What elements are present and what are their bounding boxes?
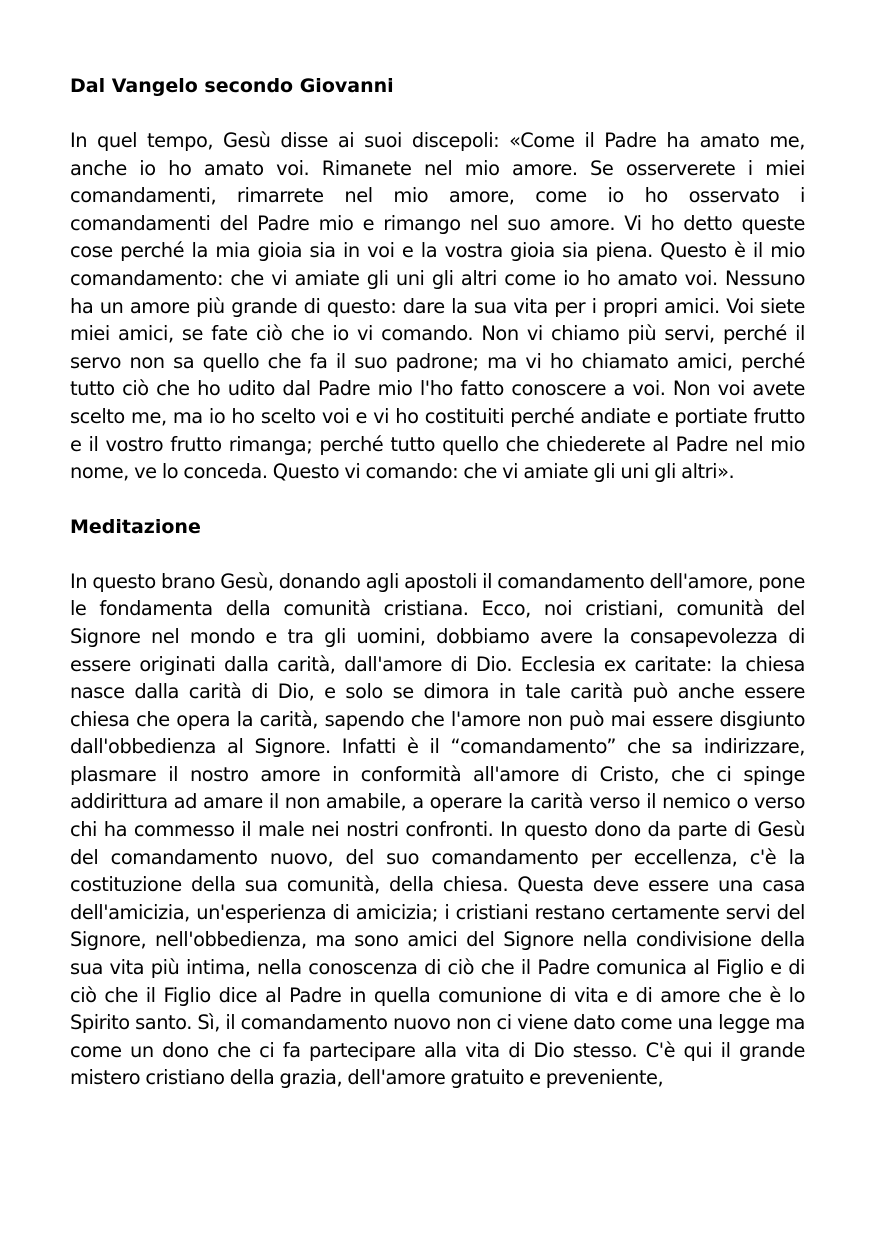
document-page <box>70 72 805 1092</box>
gospel-heading: Dal Vangelo secondo Giovanni <box>70 75 394 97</box>
spacer <box>70 100 805 127</box>
gospel-text: In quel tempo, Gesù disse ai suoi discepoli: «Come il Padre ha amato me, anche io ho amato voi. Rimanete nel mio amore. Se osserverete i miei comandamenti, rimarrete nel mio amore, come io ho osservato i comandamenti del Padre mio e rimango nel suo amore. Vi ho detto queste cose perché la mia gioia sia in voi e la vostra gioia sia piena. Questo è il mio comandamento: che vi amiate gli uni gli altri come io ho amato voi. Nessuno ha un amore più grande di questo: dare la sua vita per i propri amici. Voi siete miei amici, se fate ciò che io vi comando. Non vi chiamo più servi, perché il servo non sa quello che fa il suo padrone; ma vi ho chiamato amici, perché tutto ciò che ho udito dal Padre mio l'ho fatto conoscere a voi. Non voi avete scelto me, ma io ho scelto voi e vi ho costituiti perché andiate e portiate frutto e il vostro frutto rimanga; perché tutto quello che chiederete al Padre nel mio nome, ve lo conceda. Questo vi comando: che vi amiate gli uni gli altri». <box>70 129 805 484</box>
meditation-text: In questo brano Gesù, donando agli apostoli il comandamento dell'amore, pone le fondamenta della comunità cristiana. Ecco, noi cristiani, comunità del Signore nel mondo e tra gli uomini, dobbiamo avere la consapevolezza di essere originati dalla carità, dall'amore di Dio. Ecclesia ex caritate: la chiesa nasce dalla carità di Dio, e solo se dimora in tale carità può anche essere chiesa che opera la carità, sapendo che l'amore non può mai essere disgiunto dall'obbedienza al Signore. Infatti è il “comandamento” che sa indirizzare, plasmare il nostro amore in conformità all'amore di Cristo, che ci spinge addirittura ad amare il non amabile, a operare la carità verso il nemico o verso chi ha commesso il male nei nostri confronti. In questo dono da parte di Gesù del comandamento nuovo, del suo comandamento per eccellenza, c'è la costituzione della sua comunità, della chiesa. Questa deve essere una casa dell'amicizia, un'esperienza di amicizia; i cristiani restano certamente servi del Signore, nell'obbedienza, ma sono amici del Signore nella condivisione della sua vita più intima, nella conoscenza di ciò che il Padre comunica al Figlio e di ciò che il Figlio dice al Padre in quella comunione di vita e di amore che è lo Spirito santo. Sì, il comandamento nuovo non ci viene dato come una legge ma come un dono che ci fa partecipare alla vita di Dio stesso. C'è qui il grande mistero cristiano della grazia, dell'amore gratuito e preveniente, <box>70 569 805 1090</box>
spacer <box>70 486 805 513</box>
meditation-heading: Meditazione <box>70 515 201 538</box>
spacer <box>70 541 805 568</box>
